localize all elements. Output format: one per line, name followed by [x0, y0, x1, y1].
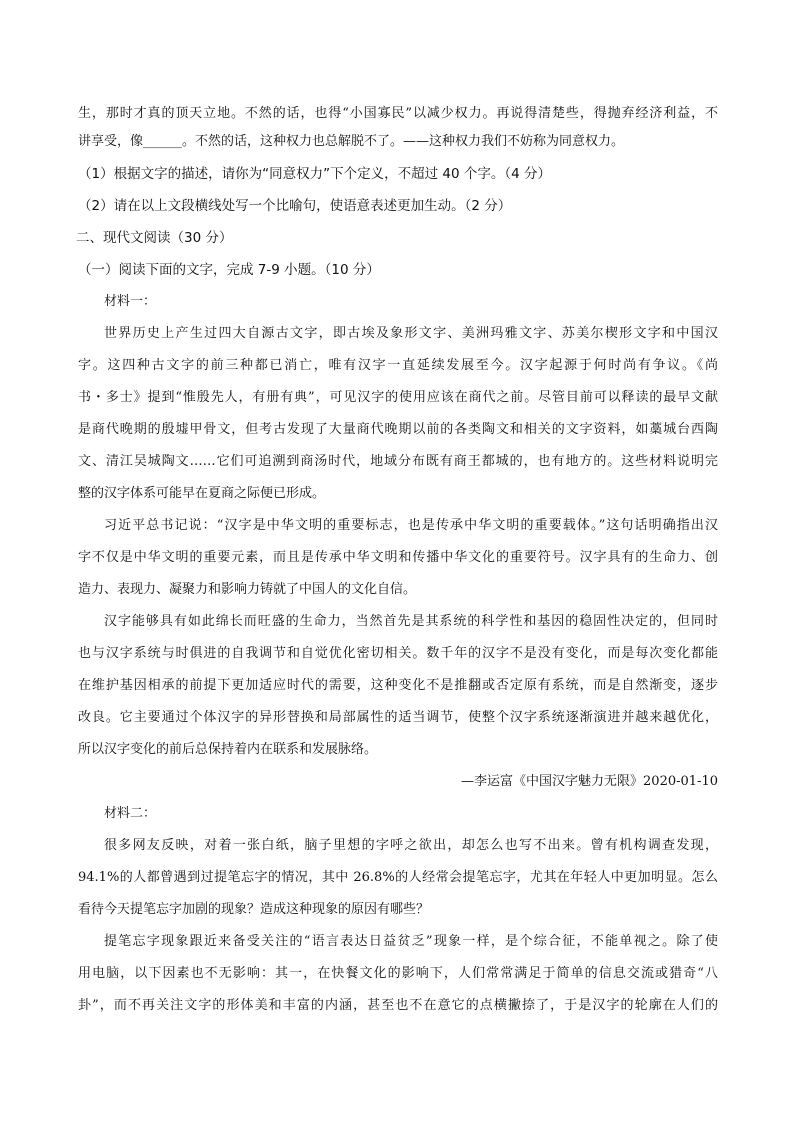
question-line: （2）请在以上文段横线处写一个比喻句，使语意表述更加生动。（2 分）	[78, 198, 512, 214]
question-line: 二、现代文阅读（30 分）	[76, 230, 233, 246]
text-line: 看待今天提笔忘字加剧的现象？造成这种现象的原因有哪些？	[78, 902, 430, 917]
text-line: 所以汉字变化的前后总保持着内在联系和发展脉络。	[78, 742, 378, 757]
text-line: 是商代晚期的殷墟甲骨文，但考古发现了大量商代晚期以前的各类陶文和相关的文字资料，如藁城台西陶	[78, 422, 718, 437]
text-line: 整的汉字体系可能早在夏商之际便已形成。	[78, 486, 326, 501]
text-line: 也与汉字系统与时俱进的自我调节和自觉优化密切相关。数千年的汉字不是没有变化，而是每次变化都能	[78, 646, 718, 661]
text-line: 造力、表现力、凝聚力和影响力铸就了中国人的文化自信。	[78, 582, 417, 597]
text-line: 材料二：	[104, 806, 157, 821]
text-line: 习近平总书记说：“汉字是中华文明的重要标志，也是传承中华文明的重要载体。”这句话明确指出汉	[104, 518, 718, 533]
question-line: （一）阅读下面的文字，完成 7-9 小题。（10 分）	[78, 262, 380, 278]
text-line: 改良。它主要通过个体汉字的异形替换和局部属性的适当调节，使整个汉字系统逐渐演进并越来越优化，	[78, 710, 718, 725]
text-line: 讲享受，像______。不然的话，这种权力也总解脱不了。——这种权力我们不妨称为同意权力。	[78, 134, 625, 149]
question-line: （1）根据文字的描述，请你为“同意权力”下个定义，不超过 40 个字。（4 分）	[78, 166, 551, 182]
text-line: 书・多士》提到“惟殷先人，有册有典”，可见汉字的使用应该在商代之前。尽管目前可以释读的最早文献	[78, 390, 718, 405]
text-line: 文、清江吴城陶文……它们可追溯到商汤时代，地域分布既有商王都城的，也有地方的。这些材料说明完	[78, 454, 718, 469]
citation-line: —李运富《中国汉字魅力无限》2020-01-10	[461, 774, 718, 789]
text-line: 世界历史上产生过四大自源古文字，即古埃及象形文字、美洲玛雅文字、苏美尔楔形文字和中国汉	[104, 326, 718, 341]
text-line: 卦”，而不再关注文字的形体美和丰富的内涵，甚至也不在意它的点横撇捺了，于是汉字的轮廓在人们的	[78, 998, 718, 1013]
text-line: 字。这四种古文字的前三种都已消亡，唯有汉字一直延续发展至今。汉字起源于何时尚有争议。《尚	[78, 358, 718, 373]
text-line: 94.1%的人都曾遇到过提笔忘字的情况，其中 26.8%的人经常会提笔忘字，尤其在年轻人中更加明显。怎么	[78, 870, 718, 885]
text-line: 很多网友反映，对着一张白纸，脑子里想的字呼之欲出，却怎么也写不出来。曾有机构调查发现，	[104, 838, 718, 853]
text-line: 在维护基因相承的前提下更加适应时代的需要，这种变化不是推翻或否定原有系统，而是自然渐变，逐步	[78, 678, 718, 693]
text-line: 用电脑，以下因素也不无影响：其一，在快餐文化的影响下，人们常常满足于简单的信息交流或猎奇“八	[78, 966, 718, 981]
text-line: 材料一：	[104, 294, 157, 309]
text-line: 生，那时才真的顶天立地。不然的话，也得“小国寡民”以减少权力。再说得清楚些，得抛弃经济利益，不	[78, 106, 718, 121]
text-line: 字不仅是中华文明的重要元素，而且是传承中华文明和传播中华文化的重要符号。汉字具有的生命力、创	[78, 550, 718, 565]
text-line: 提笔忘字现象跟近来备受关注的“语言表达日益贫乏”现象一样，是个综合征，不能单视之。除了使	[104, 934, 718, 949]
text-line: 汉字能够具有如此绵长而旺盛的生命力，当然首先是其系统的科学性和基因的稳固性决定的，但同时	[104, 614, 718, 629]
